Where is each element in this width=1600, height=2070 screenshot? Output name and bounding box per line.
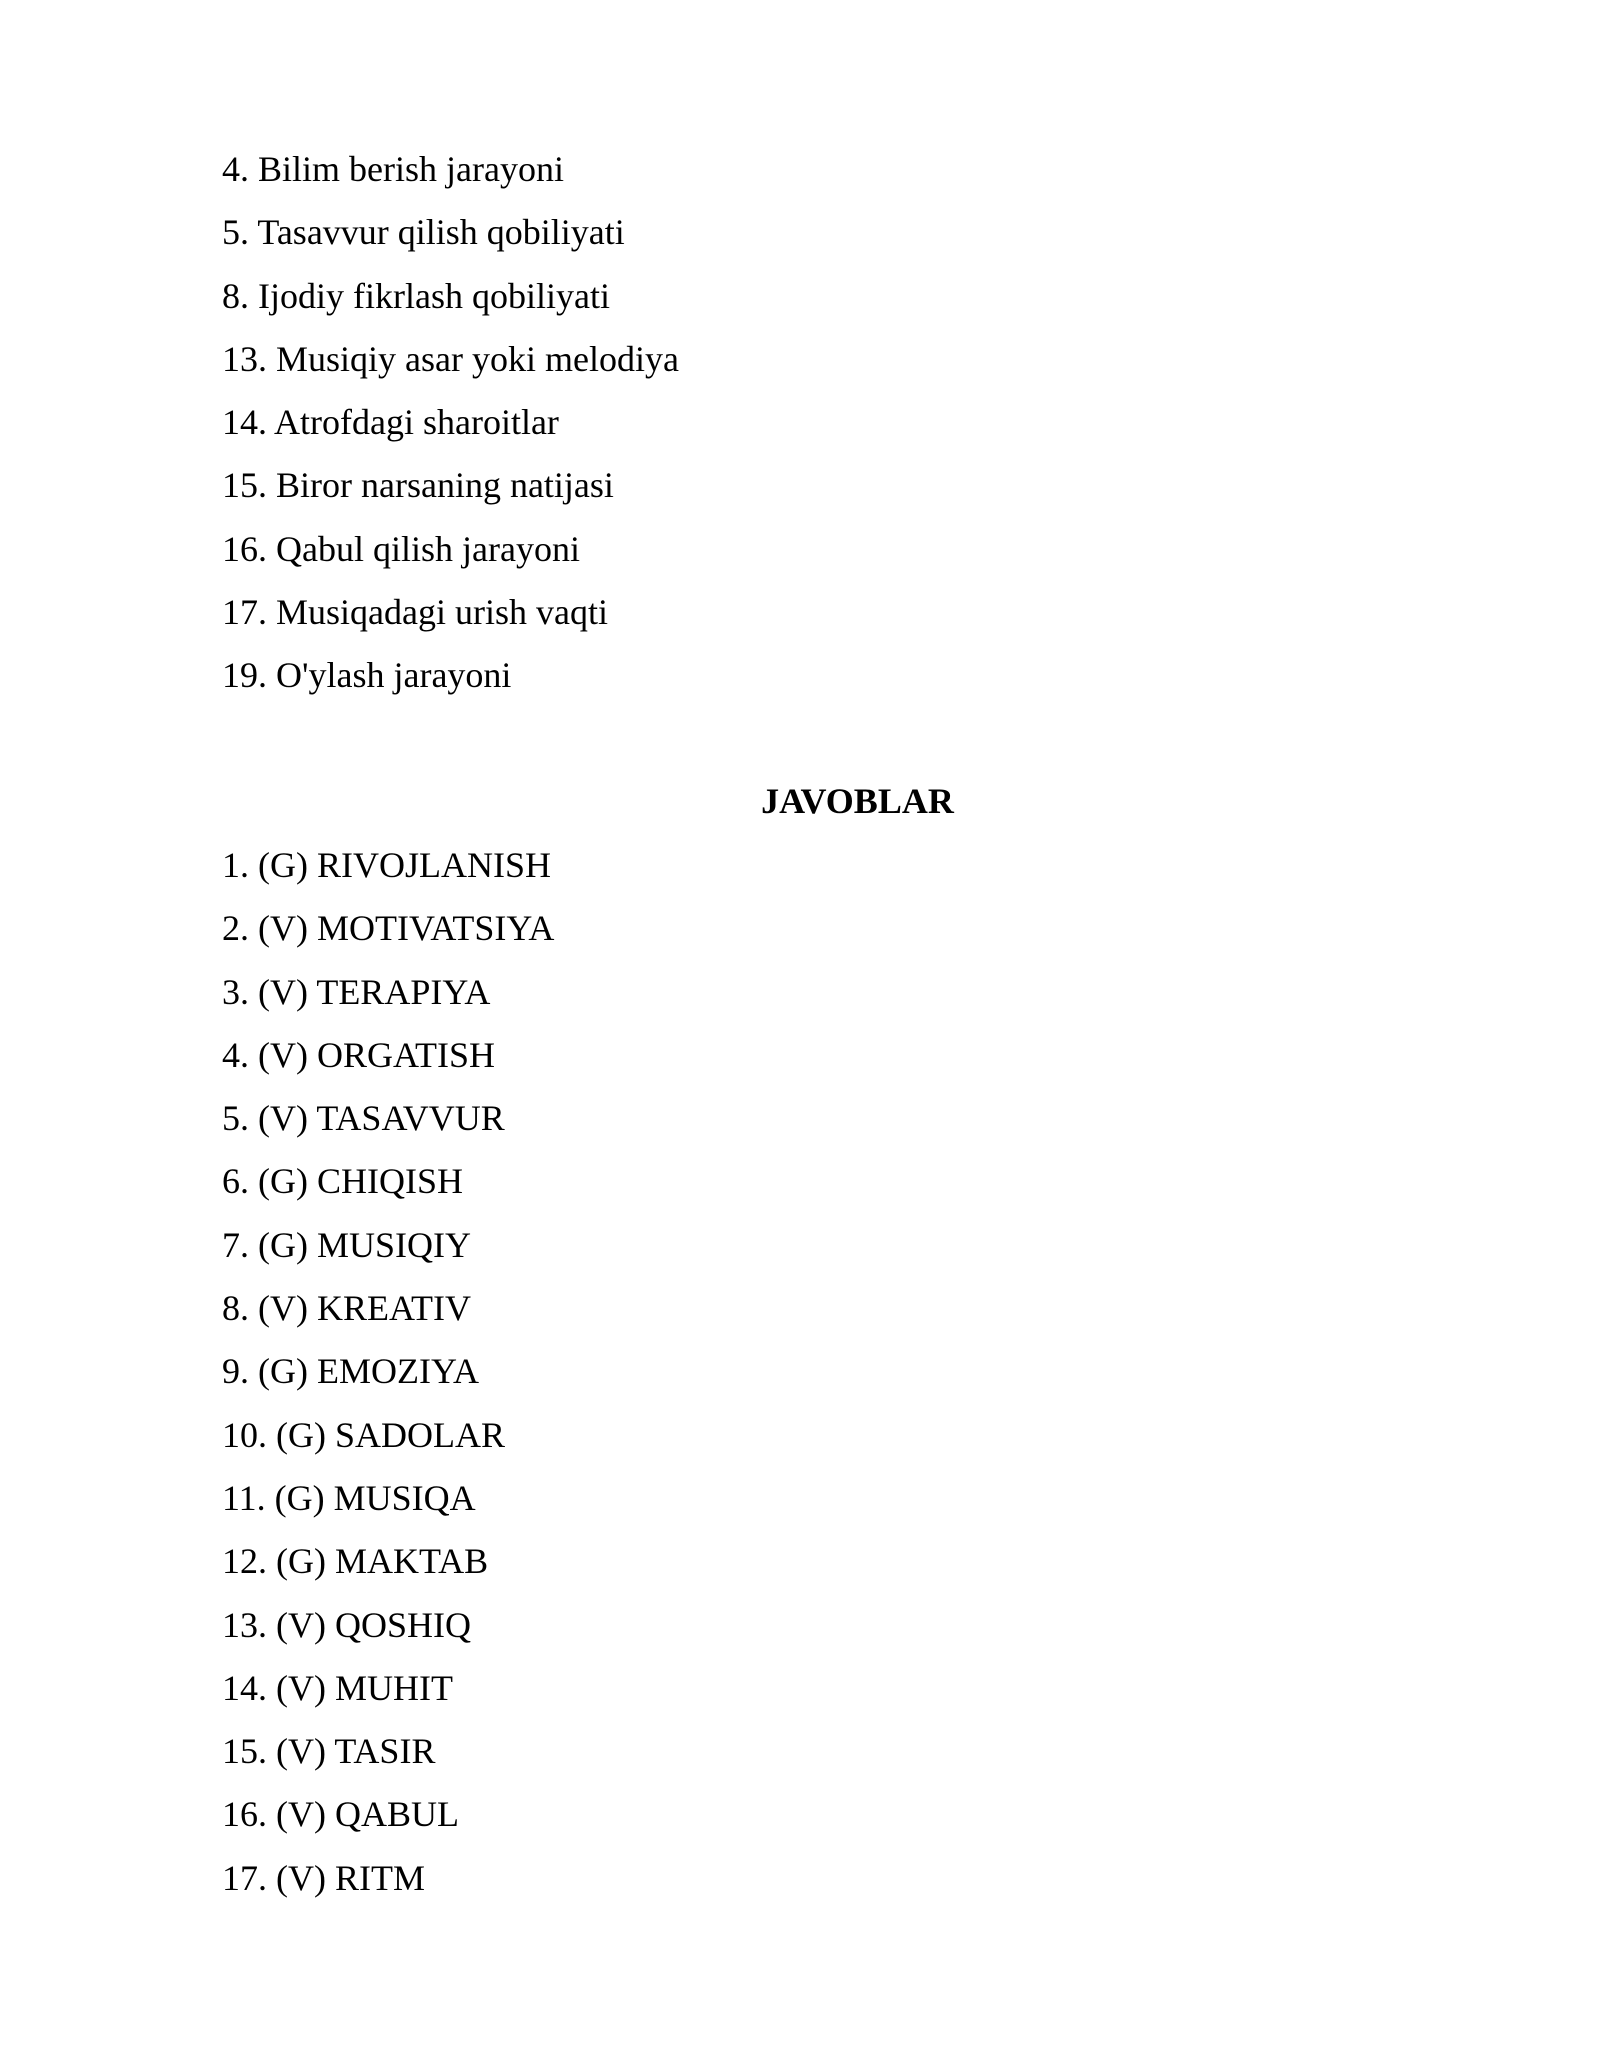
answer-item: 4. (V) ORGATISH <box>222 1034 495 1075</box>
clue-list <box>222 138 679 708</box>
answer-item: 13. (V) QOSHIQ <box>222 1604 471 1645</box>
answer-item: 3. (V) TERAPIYA <box>222 971 491 1012</box>
answer-item: 14. (V) MUHIT <box>222 1667 453 1708</box>
clue-item: 19. O'ylash jarayoni <box>222 655 512 696</box>
clue-item: 17. Musiqadagi urish vaqti <box>222 592 608 633</box>
clue-item: 13. Musiqiy asar yoki melodiya <box>222 338 679 379</box>
answer-item: 11. (G) MUSIQA <box>222 1477 476 1518</box>
clue-item: 14. Atrofdagi sharoitlar <box>222 402 559 443</box>
answer-item: 17. (V) RITM <box>222 1857 425 1898</box>
clue-item: 4. Bilim berish jarayoni <box>222 149 564 189</box>
answer-item: 2. (V) MOTIVATSIYA <box>222 908 555 949</box>
clue-item: 16. Qabul qilish jarayoni <box>222 528 580 569</box>
answer-item: 10. (G) SADOLAR <box>222 1414 505 1455</box>
answer-item: 8. (V) KREATIV <box>222 1288 471 1329</box>
answer-item: 9. (G) EMOZIYA <box>222 1351 479 1392</box>
answer-list <box>222 834 554 1910</box>
answer-item: 7. (G) MUSIQIY <box>222 1224 471 1265</box>
answer-item: 6. (G) CHIQISH <box>222 1161 463 1202</box>
clue-item: 5. Tasavvur qilish qobiliyati <box>222 212 625 253</box>
answers-heading: JAVOBLAR <box>761 781 954 821</box>
answer-item: 5. (V) TASAVVUR <box>222 1098 505 1139</box>
answer-item: 12. (G) MAKTAB <box>222 1541 489 1582</box>
answer-item: 15. (V) TASIR <box>222 1731 436 1772</box>
answer-item: 16. (V) QABUL <box>222 1794 459 1835</box>
clue-item: 8. Ijodiy fikrlash qobiliyati <box>222 275 610 316</box>
clue-item: 15. Biror narsaning natijasi <box>222 465 614 506</box>
answer-item: 1. (G) RIVOJLANISH <box>222 845 551 885</box>
